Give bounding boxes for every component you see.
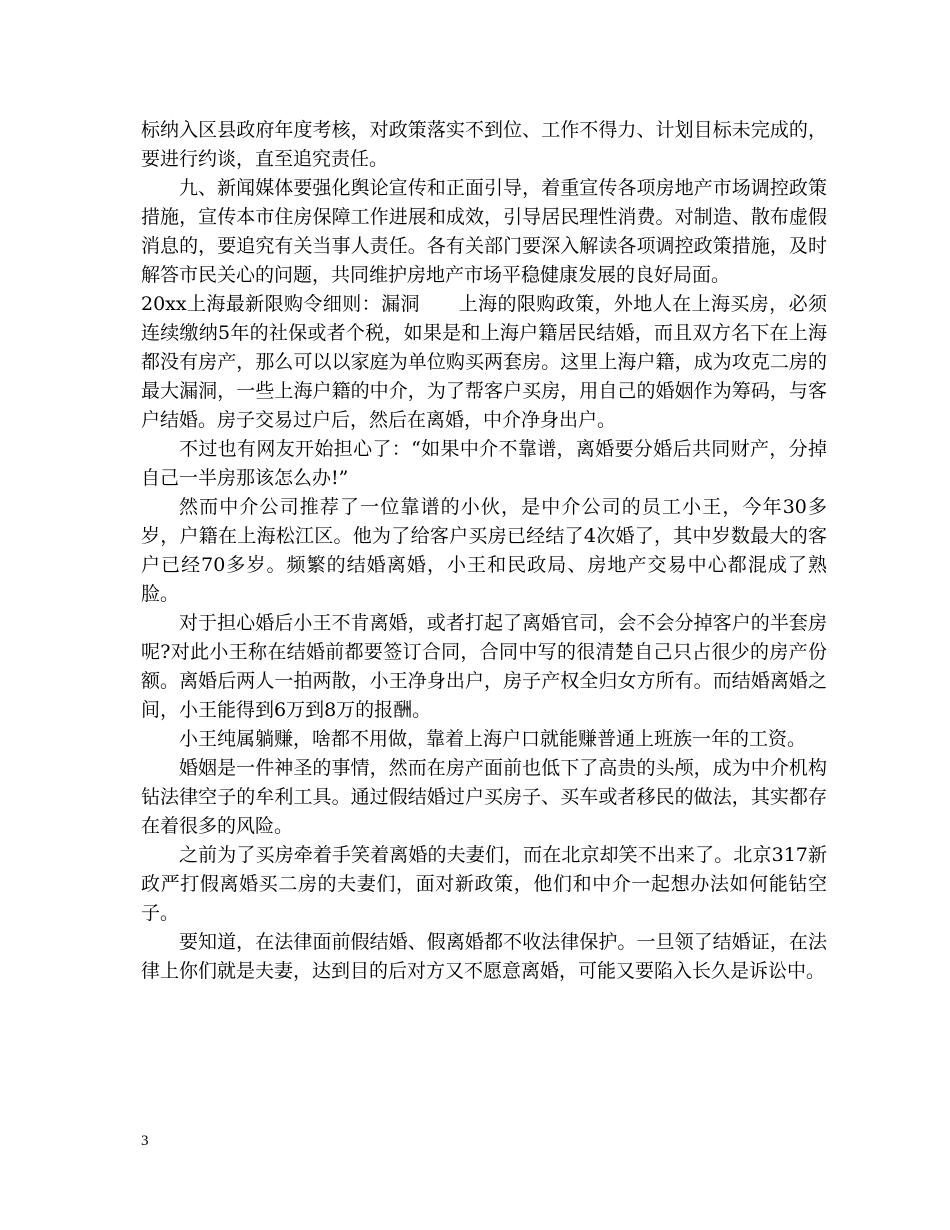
- paragraph: 20xx上海最新限购令细则：漏洞 上海的限购政策，外地人在上海买房，必须连续缴纳5年的社保或者个税，如果是和上海户籍居民结婚，而且双方名下在上海都没有房产，那么可以以家庭为单位购买两套房。这里上海户籍，成为攻克二房的最大漏洞，一些上海户籍的中介，为了帮客户买房，用自己的婚姻作为筹码，与客户结婚。房子交易过户后，然后在离婚，中介净身出户。: [141, 293, 827, 431]
- paragraph: 要知道，在法律面前假结婚、假离婚都不收法律保护。一旦领了结婚证，在法律上你们就是夫妻，达到目的后对方又不愿意离婚，可能又要陷入长久是诉讼中。: [141, 931, 827, 982]
- paragraph: 对于担心婚后小王不肯离婚，或者打起了离婚官司，会不会分掉客户的半套房呢?对此小王称在结婚前都要签订合同，合同中写的很清楚自己只占很少的房产份额。离婚后两人一拍两散，小王净身出户，房子产权全归女方所有。而结婚离婚之间，小王能得到6万到8万的报酬。: [141, 612, 827, 721]
- paragraph: 小王纯属躺赚，啥都不用做，靠着上海户口就能赚普通上班族一年的工资。: [179, 728, 807, 750]
- paragraph: 婚姻是一件神圣的事情，然而在房产面前也低下了高贵的头颅，成为中介机构钻法律空子的牟利工具。通过假结婚过户买房子、买车或者移民的做法，其实都存在着很多的风险。: [141, 757, 827, 837]
- paragraph: 九、新闻媒体要强化舆论宣传和正面引导，着重宣传各项房地产市场调控政策措施，宣传本市住房保障工作进展和成效，引导居民理性消费。对制造、散布虚假消息的，要追究有关当事人责任。各有关部门要深入解读各项调控政策措施，及时解答市民关心的问题，共同维护房地产市场平稳健康发展的良好局面。: [141, 177, 827, 286]
- paragraph: 之前为了买房牵着手笑着离婚的夫妻们，而在北京却笑不出来了。北京317新政严打假离婚买二房的夫妻们，面对新政策，他们和中介一起想办法如何能钻空子。: [141, 844, 827, 924]
- paragraph: 不过也有网友开始担心了：“如果中介不靠谱，离婚要分婚后共同财产，分掉自己一半房那该怎么办!”: [141, 438, 827, 489]
- body-text: [141, 116, 827, 986]
- page-number: 3: [141, 1133, 149, 1149]
- paragraph: 然而中介公司推荐了一位靠谱的小伙，是中介公司的员工小王，今年30多岁，户籍在上海松江区。他为了给客户买房已经结了4次婚了，其中岁数最大的客户已经70多岁。频繁的结婚离婚，小王和民政局、房地产交易中心都混成了熟脸。: [141, 496, 827, 605]
- paragraph: 标纳入区县政府年度考核，对政策落实不到位、工作不得力、计划目标未完成的，要进行约谈，直至追究责任。: [141, 119, 827, 170]
